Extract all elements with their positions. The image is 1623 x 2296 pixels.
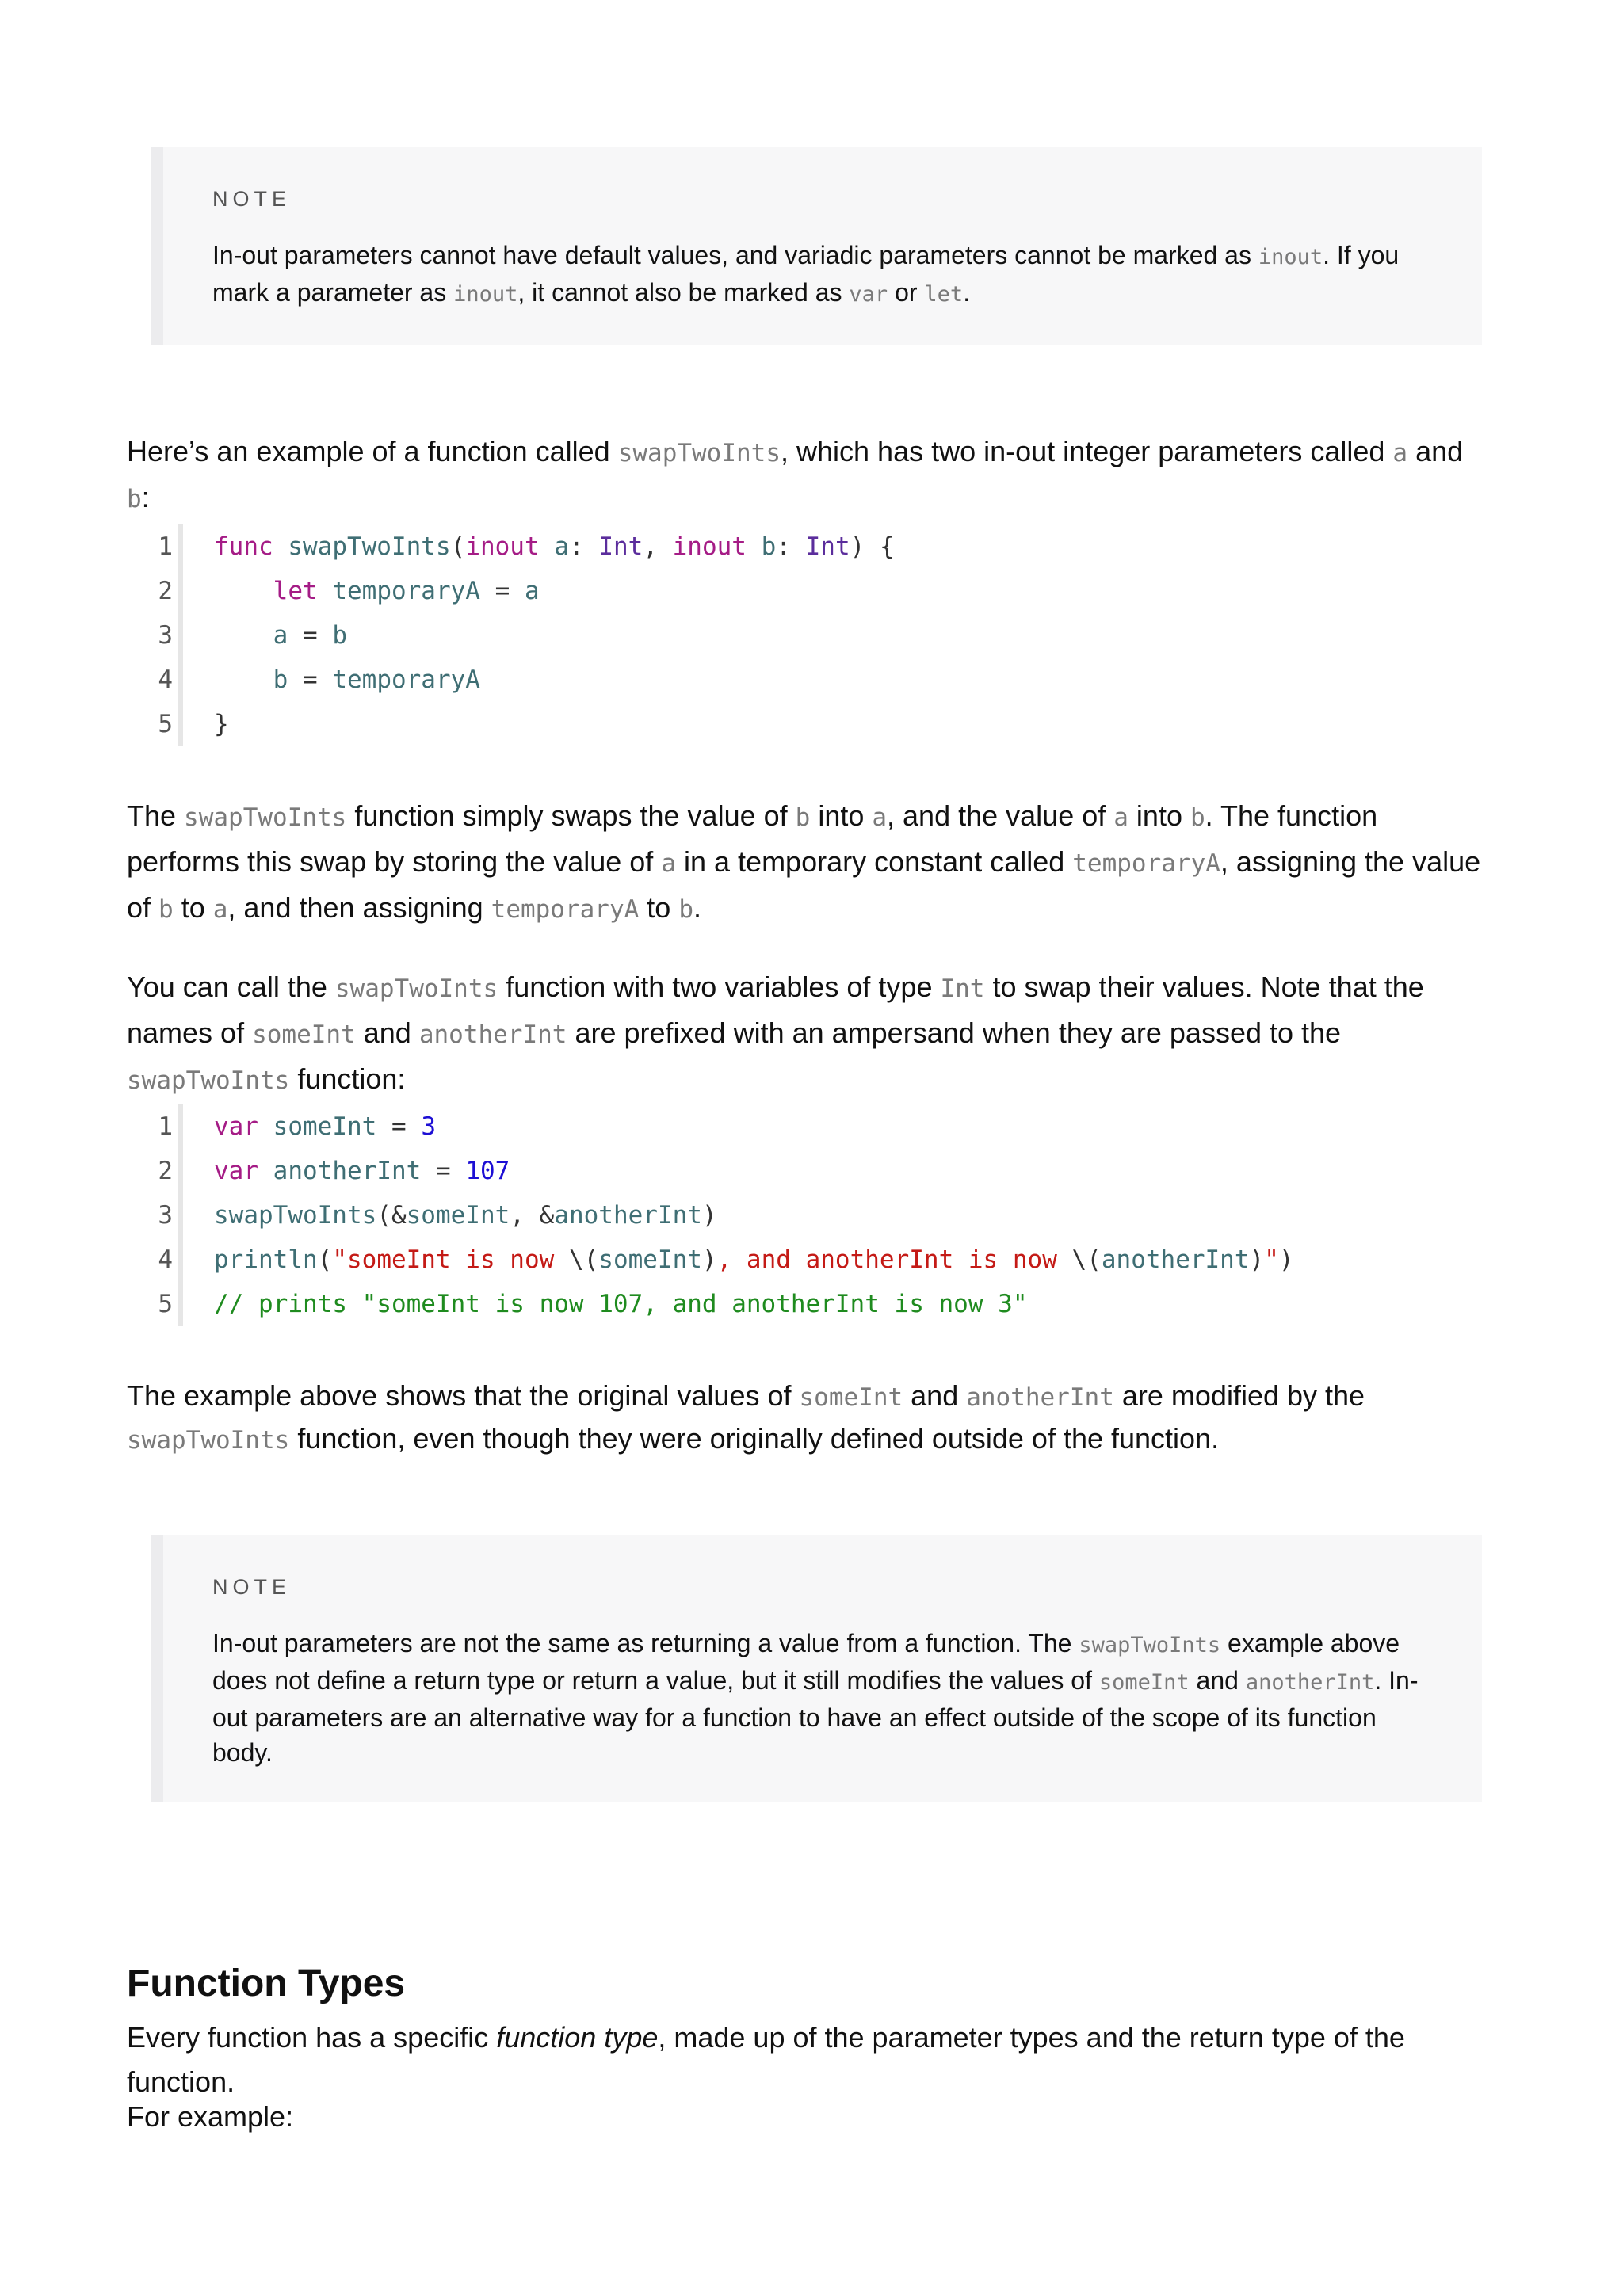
inline-code: swapTwoInts bbox=[617, 439, 781, 467]
inline-code: b bbox=[158, 895, 174, 924]
inline-code: b bbox=[127, 485, 142, 513]
inline-code: temporaryA bbox=[1072, 849, 1220, 878]
line-number: 1 bbox=[158, 1112, 173, 1141]
inline-code: swapTwoInts bbox=[127, 1426, 290, 1455]
inline-code: swapTwoInts bbox=[184, 803, 347, 832]
line-number: 2 bbox=[158, 1157, 173, 1185]
code-line: 3 a = b bbox=[143, 613, 1411, 658]
line-number: 1 bbox=[158, 532, 173, 561]
inline-code: swapTwoInts bbox=[1079, 1633, 1221, 1657]
code-line: 2 let temporaryA = a bbox=[143, 569, 1411, 613]
code-line: 5 // prints "someInt is now 107, and anotherInt is now 3" bbox=[143, 1282, 1411, 1326]
section-heading: Function Types bbox=[127, 1962, 406, 2004]
paragraph: Every function has a specific function type, made up of the parameter types and the return type of the function. bbox=[127, 2021, 1405, 2098]
line-number: 2 bbox=[158, 577, 173, 605]
line-number: 4 bbox=[158, 666, 173, 694]
code-line: 2 var anotherInt = 107 bbox=[143, 1149, 1411, 1193]
inline-code: inout bbox=[453, 282, 518, 307]
code-line: 5 } bbox=[143, 702, 1411, 746]
inline-code: b bbox=[678, 895, 693, 924]
inline-code: a bbox=[1392, 439, 1408, 467]
code-block bbox=[143, 524, 1411, 746]
code-line: 1 func swapTwoInts(inout a: Int, inout b: Int) { bbox=[143, 524, 1411, 569]
code-line: 1 var someInt = 3 bbox=[143, 1104, 1411, 1149]
note-text: In-out parameters are not the same as returning a value from a function. The swapTwoInts example above does not define a return type or return a value, but it still modifies the values of someInt and anotherInt. In-out parameters are an alternative way for a function to have an effect outside of the scope of its function body. bbox=[212, 1629, 1419, 1767]
code-line: 3 swapTwoInts(&someInt, &anotherInt) bbox=[143, 1193, 1411, 1238]
inline-code: Int bbox=[940, 974, 985, 1003]
line-number: 3 bbox=[158, 621, 173, 650]
line-number: 4 bbox=[158, 1245, 173, 1274]
inline-code: someInt bbox=[252, 1020, 356, 1049]
inline-code: anotherInt bbox=[1245, 1670, 1375, 1695]
code-line: 4 println("someInt is now \(someInt), and anotherInt is now \(anotherInt)") bbox=[143, 1238, 1411, 1282]
note-text: In-out parameters cannot have default values, and variadic parameters cannot be marked as inout. If you mark a parameter as inout, it cannot also be marked as var or let. bbox=[212, 241, 1400, 307]
inline-code: swapTwoInts bbox=[127, 1066, 290, 1095]
paragraph: The swapTwoInts function simply swaps the value of b into a, and the value of a into b. The function performs this swap by storing the value of a in a temporary constant called temporaryA, assigning the value of b to a, and then assigning temporaryA to b. bbox=[127, 799, 1481, 924]
inline-code: anotherInt bbox=[966, 1383, 1114, 1412]
gutter-divider bbox=[178, 524, 183, 746]
inline-code: b bbox=[1190, 803, 1205, 832]
inline-code: someInt bbox=[799, 1383, 903, 1412]
inline-code: let bbox=[924, 282, 964, 307]
note-box bbox=[151, 147, 1482, 345]
inline-code: a bbox=[872, 803, 888, 832]
inline-code: a bbox=[661, 849, 676, 878]
note-box bbox=[151, 1535, 1482, 1802]
inline-code: someInt bbox=[1098, 1670, 1190, 1695]
paragraph: For example: bbox=[127, 2100, 294, 2133]
inline-code: b bbox=[795, 803, 811, 832]
note-label: NOTE bbox=[212, 1575, 292, 1599]
line-number: 3 bbox=[158, 1201, 173, 1230]
paragraph: The example above shows that the original values of someInt and anotherInt are modified by the swapTwoInts function, even though they were originally defined outside of the function. bbox=[127, 1379, 1365, 1455]
emphasis: function type bbox=[496, 2021, 659, 2054]
inline-code: a bbox=[1113, 803, 1128, 832]
line-number: 5 bbox=[158, 1290, 173, 1318]
inline-code: var bbox=[849, 282, 888, 307]
gutter-divider bbox=[178, 1104, 183, 1326]
inline-code: temporaryA bbox=[491, 895, 640, 924]
inline-code: inout bbox=[1258, 245, 1323, 269]
paragraph: Here’s an example of a function called swapTwoInts, which has two in-out integer parameters called a and b: bbox=[127, 435, 1464, 513]
inline-code: anotherInt bbox=[418, 1020, 567, 1049]
code-line: 4 b = temporaryA bbox=[143, 658, 1411, 702]
paragraph: You can call the swapTwoInts function with two variables of type Int to swap their values. Note that the names of someInt and anotherInt are prefixed with an ampersand when they are passed to the swapTwoInts function: bbox=[127, 971, 1424, 1095]
note-label: NOTE bbox=[212, 187, 292, 211]
inline-code: swapTwoInts bbox=[334, 974, 498, 1003]
code-block bbox=[143, 1104, 1411, 1326]
inline-code: a bbox=[212, 895, 228, 924]
line-number: 5 bbox=[158, 710, 173, 738]
